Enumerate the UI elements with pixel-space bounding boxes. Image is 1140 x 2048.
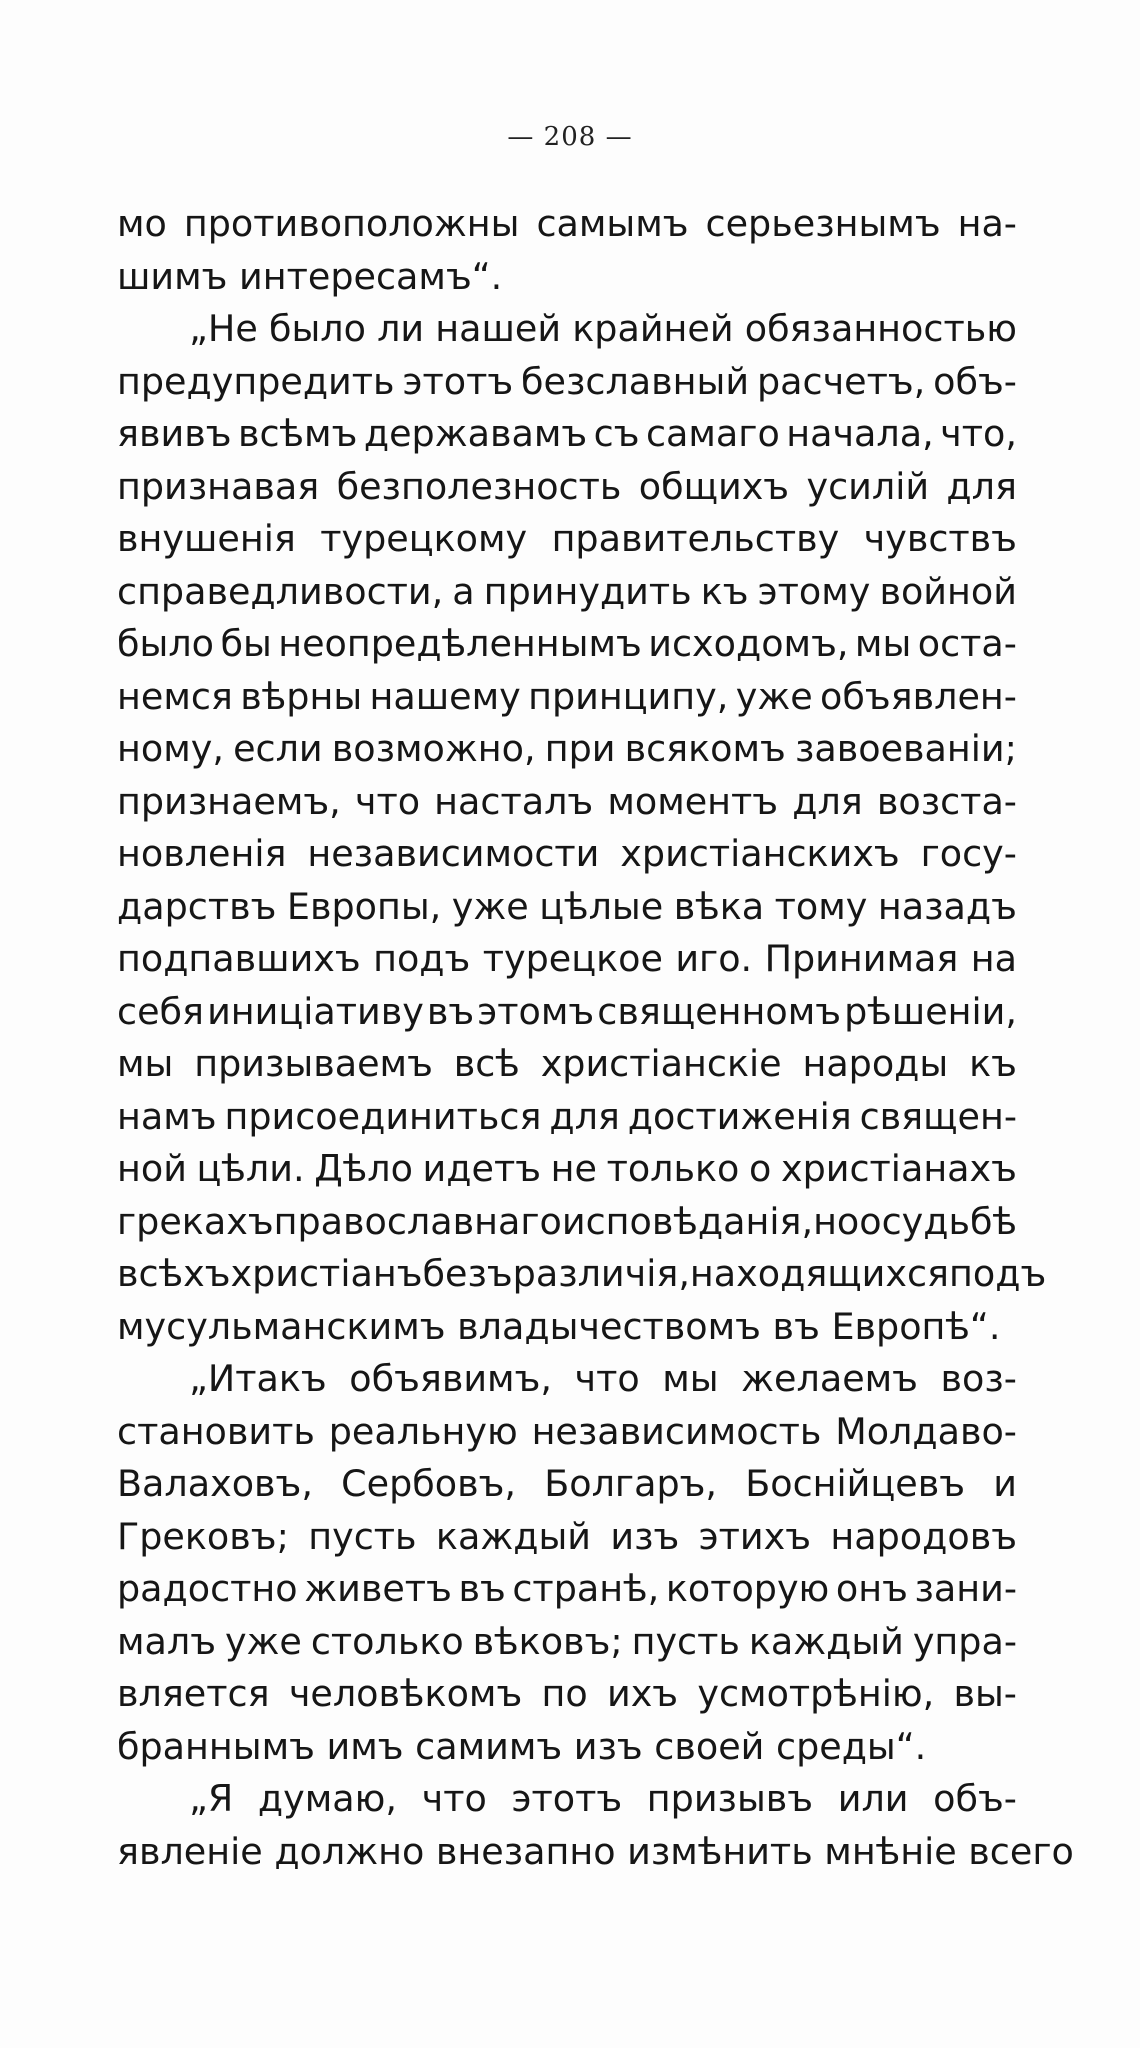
paragraph	[117, 1773, 1074, 1878]
text-line: мусульманскимъ владычествомъ въ Европѣ“.	[117, 1304, 1001, 1348]
text-line: признавая безполезность общихъ усилій для	[117, 464, 1017, 508]
text-line: ному, если возможно, при всякомъ завоеваніи;	[117, 727, 1017, 770]
text-line: шимъ интересамъ“.	[117, 254, 503, 298]
text-line: явивъ всѣмъ державамъ съ самаго начала, что,	[117, 412, 1017, 455]
paragraph	[117, 1353, 1017, 1773]
text-line: „Итакъ объявимъ, что мы желаемъ воз-	[189, 1357, 1017, 1400]
page-number: — 208 —	[507, 122, 633, 152]
text-line: становить реальную независимость Молдаво-	[117, 1409, 1017, 1453]
text-line: „Не было ли нашей крайней обязанностью	[189, 307, 1017, 350]
text-line: внушенія турецкому правительству чувствъ	[117, 517, 1017, 560]
text-line: ной цѣли. Дѣло идетъ не только о христіанахъ	[117, 1147, 1017, 1190]
text-line: Грековъ; пусть каждый изъ этихъ народовъ	[117, 1514, 1017, 1558]
text-line: предупредить этотъ безславный расчетъ, объ-	[117, 359, 1017, 403]
text-line: было бы неопредѣленнымъ исходомъ, мы оста-	[117, 622, 1017, 665]
text-line: дарствъ Европы, уже цѣлые вѣка тому назадъ	[117, 884, 1017, 928]
text-line: браннымъ имъ самимъ изъ своей среды“.	[117, 1724, 927, 1768]
text-line: подпавшихъ подъ турецкое иго. Принимая на	[117, 937, 1017, 980]
text-line: мы призываемъ всѣ христіанскіе народы къ	[117, 1042, 1017, 1085]
text-line: грекахъ православнаго исповѣданія, но о судьбѣ	[117, 1199, 1018, 1243]
text-line: новленія независимости христіанскихъ госу-	[117, 832, 1017, 875]
text-line: всѣхъ христіанъ безъ различія, находящихся подъ	[117, 1252, 1047, 1295]
text-line: признаемъ, что насталъ моментъ для возста-	[117, 779, 1017, 823]
paragraph	[117, 198, 1017, 303]
text-line: „Я думаю, что этотъ призывъ или объ-	[189, 1777, 1017, 1820]
text-line: справедливости, а принудить къ этому войной	[117, 569, 1017, 613]
text-line: малъ уже столько вѣковъ; пусть каждый упра-	[117, 1619, 1017, 1663]
text-line: немся вѣрны нашему принципу, уже объявлен-	[117, 674, 1017, 718]
text-line: намъ присоединиться для достиженія священ-	[117, 1094, 1017, 1138]
text-line: мо противоположны самымъ серьезнымъ на-	[117, 202, 1017, 245]
text-line: явленіе должно внезапно измѣнить мнѣніе всего	[117, 1829, 1074, 1873]
text-line: себя иниціативу въ этомъ священномъ рѣшеніи,	[117, 989, 1017, 1033]
text-line: вляется человѣкомъ по ихъ усмотрѣнію, вы-	[117, 1672, 1017, 1715]
paragraph	[117, 303, 1047, 1353]
text-line: радостно живетъ въ странѣ, которую онъ зани-	[117, 1567, 1017, 1610]
text-line: Валаховъ, Сербовъ, Болгаръ, Боснійцевъ и	[117, 1462, 1017, 1505]
body-text	[117, 198, 1074, 1878]
